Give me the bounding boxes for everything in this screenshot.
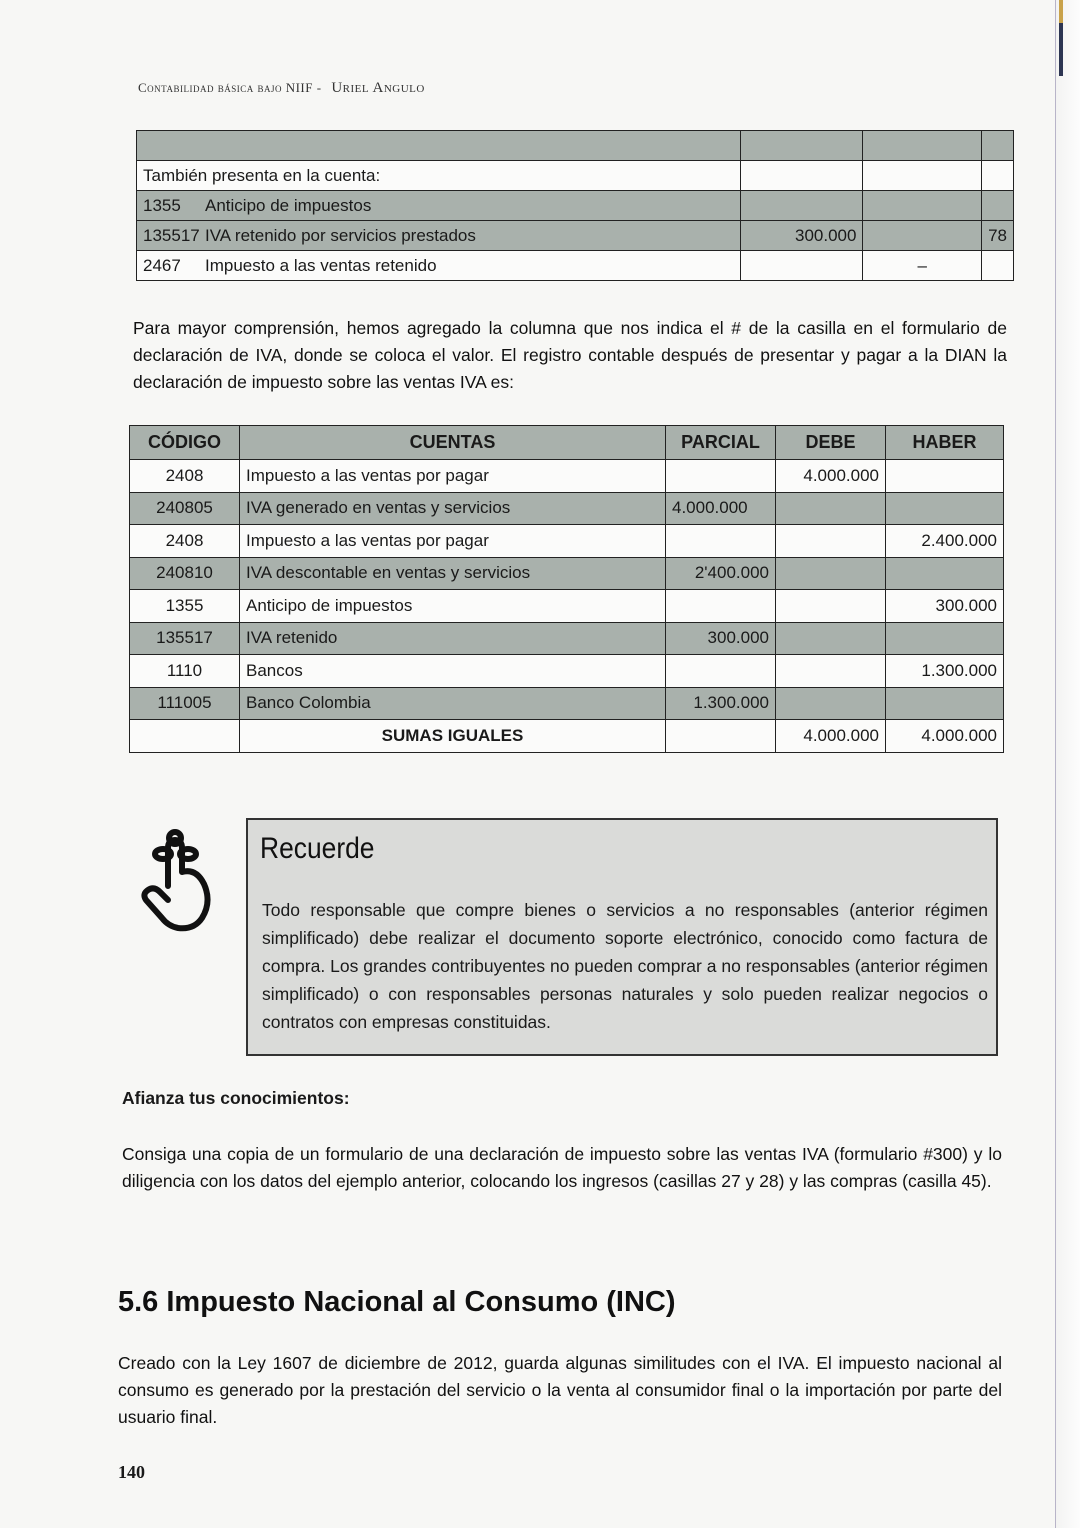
codigo-cell: 240805 [130,492,240,525]
table-row [130,460,1004,493]
value-cell: 300.000 [741,221,863,251]
running-head [138,80,425,97]
totals-label: SUMAS IGUALES [240,720,666,753]
account-name: Anticipo de impuestos [205,195,372,215]
debe-cell [776,687,886,720]
debe-cell: 4.000.000 [776,460,886,493]
total-haber: 4.000.000 [886,720,1004,753]
debe-cell [776,525,886,558]
table-row [130,557,1004,590]
codigo-cell: 111005 [130,687,240,720]
codigo-cell: 240810 [130,557,240,590]
table-row [130,655,1004,688]
parcial-cell [666,525,776,558]
section-paragraph: Creado con la Ley 1607 de diciembre de 2012, guarda algunas similitudes con el IVA. El impuesto nacional al consumo es generado por la prestación del servicio o la venta al consumidor final o la importación por parte del usuario final. [118,1353,1002,1427]
parcial-cell: 2'400.000 [666,557,776,590]
debe-cell [776,492,886,525]
parcial-cell [666,460,776,493]
table-row [130,492,1004,525]
parcial-cell: 4.000.000 [666,492,776,525]
parcial-cell: 300.000 [666,622,776,655]
cuenta-cell: Bancos [240,655,666,688]
haber-cell [886,460,1004,493]
book-title: Contabilidad básica bajo NIIF - [138,80,322,95]
page-edge [1055,0,1080,1528]
codigo-cell: 2408 [130,460,240,493]
col-haber: HABER [886,426,1004,460]
page-number: 140 [118,1462,145,1482]
parcial-cell [666,655,776,688]
haber-cell [886,557,1004,590]
col-parcial: PARCIAL [666,426,776,460]
row-text: También presenta en la cuenta: [137,161,741,191]
cuenta-cell: IVA retenido [240,622,666,655]
codigo-cell: 1110 [130,655,240,688]
cuenta-cell: IVA descontable en ventas y servicios [240,557,666,590]
callout-text: Todo responsable que compre bienes o servicios a no responsables (anterior régimen simplificado) debe realizar el documento soporte electrónico, conocido como factura de compra. Los grandes contribuyentes no pueden comprar a no responsables (anterior régimen simplificado) o con responsables personas naturales y solo pueden realizar negocios o contratos con empresas constituidas. [262,900,988,1032]
col-codigo: CÓDIGO [130,426,240,460]
parcial-cell: 1.300.000 [666,687,776,720]
top-table [136,130,1014,281]
table-row [137,131,1014,161]
table-row [130,525,1004,558]
account-code: 2467 [143,255,181,275]
debe-cell [776,590,886,623]
callout-title: Recuerde [260,832,375,865]
cuenta-cell: Impuesto a las ventas por pagar [240,525,666,558]
table-row [130,622,1004,655]
intro-paragraph: Para mayor comprensión, hemos agregado la columna que nos indica el # de la casilla en el formulario de declaración de IVA, donde se coloca el valor. El registro contable después de presentar y pagar a la DIAN la declaración de impuesto sobre las ventas IVA es: [133,318,1007,392]
total-debe: 4.000.000 [776,720,886,753]
table-row [130,687,1004,720]
section-heading: 5.6 Impuesto Nacional al Consumo (INC) [118,1286,676,1318]
cuenta-cell: Impuesto a las ventas por pagar [240,460,666,493]
account-code: 1355 [143,195,181,215]
account-code: 135517 [143,225,200,245]
haber-cell [886,492,1004,525]
ledger-table [129,425,1004,753]
totals-row [130,720,1004,753]
haber-cell [886,687,1004,720]
haber-cell [886,622,1004,655]
account-name: IVA retenido por servicios prestados [205,225,476,245]
debe-cell [776,622,886,655]
exercise-heading: Afianza tus conocimientos: [122,1088,350,1108]
casilla-cell: 78 [982,221,1014,251]
table-row [137,161,1014,191]
codigo-cell: 1355 [130,590,240,623]
table-row [137,221,1014,251]
table-row [137,251,1014,281]
value-cell: – [863,251,982,281]
debe-cell [776,655,886,688]
codigo-cell: 135517 [130,622,240,655]
bookmark-ribbon [1059,0,1063,76]
finger-with-ribbon-icon [138,828,220,938]
debe-cell [776,557,886,590]
haber-cell: 2.400.000 [886,525,1004,558]
haber-cell: 300.000 [886,590,1004,623]
cuenta-cell: Banco Colombia [240,687,666,720]
table-row [130,590,1004,623]
cuenta-cell: IVA generado en ventas y servicios [240,492,666,525]
col-debe: DEBE [776,426,886,460]
table-row [137,191,1014,221]
recuerde-callout [246,818,998,1056]
parcial-cell [666,590,776,623]
codigo-cell: 2408 [130,525,240,558]
author-name: Uriel Angulo [331,80,425,96]
haber-cell: 1.300.000 [886,655,1004,688]
col-cuentas: CUENTAS [240,426,666,460]
exercise-text: Consiga una copia de un formulario de una declaración de impuesto sobre las ventas IVA (formulario #300) y lo diligencia con los datos del ejemplo anterior, colocando los ingresos (casillas 27 y 28) y las compras (casilla 45). [122,1144,1002,1191]
account-name: Impuesto a las ventas retenido [205,255,437,275]
cuenta-cell: Anticipo de impuestos [240,590,666,623]
header-row [130,426,1004,460]
